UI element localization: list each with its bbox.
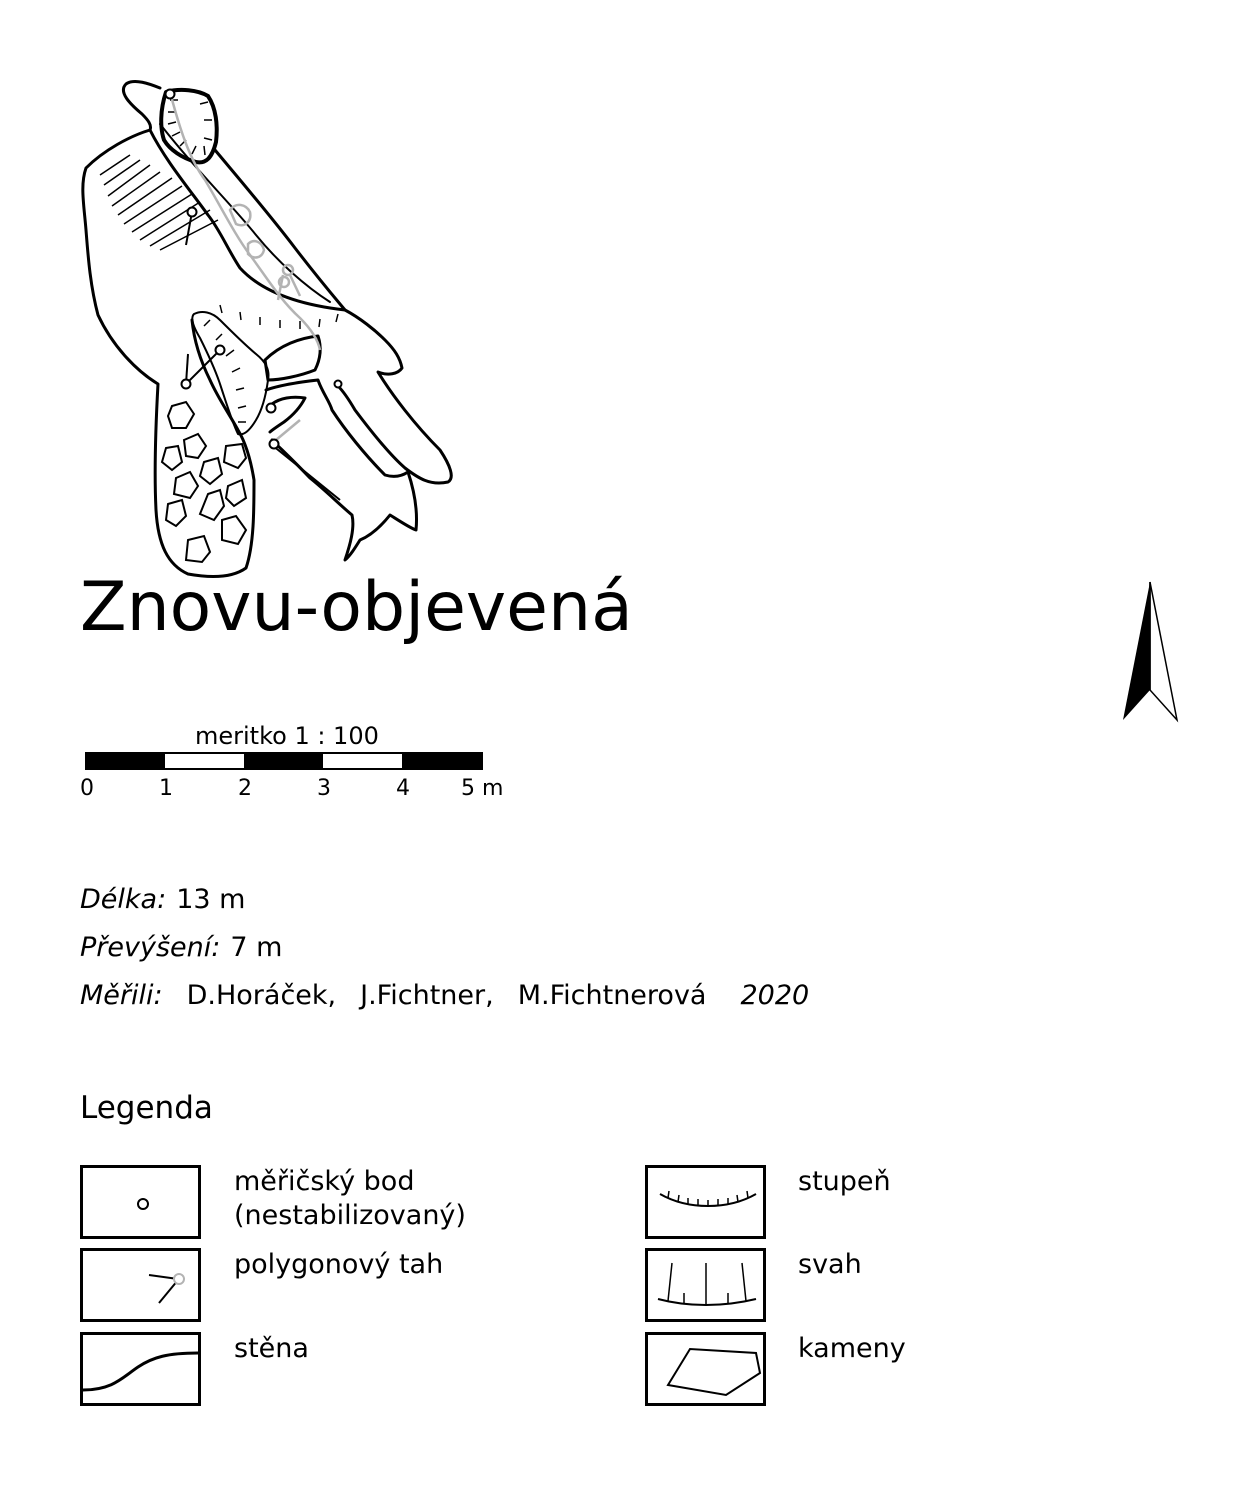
legend-symbol-stones: [645, 1332, 766, 1406]
legend-label-survey-point: měřičský bod (nestabilizovaný): [234, 1166, 466, 1231]
legend-label-wall: stěna: [234, 1333, 309, 1364]
surveyors-label: Měřili:: [80, 980, 163, 1011]
scale-tick: 2: [238, 776, 252, 801]
legend-symbol-step: [645, 1165, 766, 1239]
elevation-row: [80, 932, 282, 963]
length-row: [80, 884, 245, 915]
scale-tick: 3: [317, 776, 331, 801]
legend-symbol-survey-point: [80, 1165, 201, 1239]
legend-symbol-slope: [645, 1248, 766, 1322]
surveyor-name: M.Fichtnerová: [517, 980, 707, 1011]
survey-point-icon: [83, 1168, 198, 1236]
legend-symbol-polygon-traverse: [80, 1248, 201, 1322]
length-value: 13 m: [176, 884, 246, 915]
legend-label-polygon-traverse: polygonový tah: [234, 1249, 444, 1280]
surveyors-row: [80, 980, 809, 1011]
scale-tick: 5 m: [461, 776, 504, 801]
polygon-traverse-icon: [83, 1251, 198, 1319]
surveyor-name: D.Horáček,: [186, 980, 337, 1011]
scale-tick: 4: [396, 776, 410, 801]
length-label: Délka:: [80, 884, 167, 915]
north-arrow-icon: [1115, 578, 1187, 728]
wall-icon: [83, 1335, 198, 1403]
surveyor-name: J.Fichtner,: [360, 980, 494, 1011]
elevation-value: 7 m: [230, 932, 283, 963]
legend-label-stones: kameny: [798, 1333, 906, 1364]
legend-symbol-wall: [80, 1332, 201, 1406]
scale-tick: 1: [159, 776, 173, 801]
scale-tick: 0: [80, 776, 94, 801]
survey-year: 2020: [740, 980, 810, 1011]
scale-caption: meritko 1 : 100: [195, 722, 379, 750]
cave-plan: [0, 0, 520, 580]
legend-label-step: stupeň: [798, 1166, 891, 1197]
step-icon: [648, 1168, 763, 1236]
scale-bar: [80, 750, 500, 774]
elevation-label: Převýšení:: [80, 932, 221, 963]
slope-icon: [648, 1251, 763, 1319]
legend-heading: Legenda: [80, 1090, 213, 1126]
cave-slope-tongue: [192, 312, 268, 434]
map-title: Znovu-objevená: [80, 568, 633, 647]
legend-label-slope: svah: [798, 1249, 862, 1280]
stones-icon: [648, 1335, 763, 1403]
